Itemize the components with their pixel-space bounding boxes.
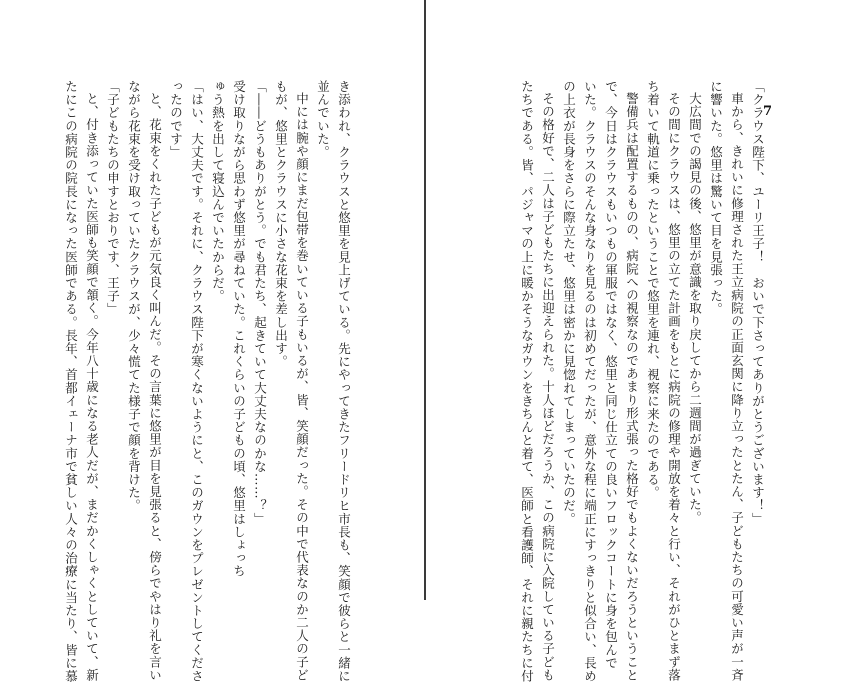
text-line: その間にクラウスは、悠里の立てた計画をもとに病院の修理や開放を着々と行い、それがひとまず落 (666, 92, 682, 682)
text-line: 大広間での謁見の後、悠里が意識を取り戻してから二週間が過ぎていた。 (687, 92, 703, 525)
text-line: と、花束をくれた子どもが元気良く叫んだ。その言葉に悠里が目を見張ると、傍らでやはり礼を言い (147, 92, 163, 682)
text-line: 「子どもたちの申すとおりです、王子」 (105, 80, 121, 316)
text-line: 「クラウス陛下、ユーリ王子！ おいで下さってありがとうございます！」 (750, 80, 766, 526)
text-line: 警備兵は配置するものの、病院への視察なのであまり形式張った格好でもよくないだろうということ (624, 92, 640, 682)
text-line: 並んでいた。 (315, 80, 331, 159)
text-line: たちである。皆、パジャマの上に暖かそうなガウンをきちんと着て、医師と看護師、それに親たちに付 (519, 80, 535, 683)
text-line: いた。クラウスのそんな身なりを見るのは初めてだったが、意外な程に端正にすっきりと似合い、長め (582, 80, 598, 683)
text-line: ち着いて軌道に乗ったということで悠里を連れ、視察に来たのである。 (645, 80, 661, 500)
text-line: で、今日はクラウスもいつもの軍服ではなく、悠里と同じ仕立ての良いフロックコートに身を包んで (603, 80, 619, 670)
text-line: ゅう熱を出して寝込んでいたからだ。 (210, 80, 226, 303)
text-line: 受け取りながら思わず悠里が尋ねていた。これくらいの子どもの頃、悠里はしょっち (231, 80, 247, 578)
text-line: 中には腕や顔にまだ包帯を巻いている子もいるが、皆、笑顔だった。その中で代表なのか二人の子ど (294, 92, 310, 682)
text-line: 「はい、大丈夫です。それに、クラウス陛下が寒くないようにと、このガウンをプレゼントしてくださ (189, 80, 205, 683)
page-number: 7 (763, 104, 773, 119)
text-line: 「――どうもありがとう。でも君たち、起きていて大丈夫なのかな……？」 (252, 80, 268, 526)
text-line: の上衣が長身をさらに際立たせ、悠里は密かに見惚れてしまっていたのだ。 (561, 80, 577, 526)
gutter-divider (424, 0, 426, 600)
text-line: その格好で、二人は子どもたちに出迎えられた。十人ほどだろうか、この病院に入院している子ども (540, 92, 556, 682)
text-line: もが、悠里とクラウスに小さな花束を差し出す。 (273, 80, 289, 369)
text-line: 車から、きれいに修理された王立病院の正面玄関に降り立ったとたん、子どもたちの可愛い声が一斉 (729, 92, 745, 682)
text-line: に響いた。悠里は驚いて目を見張った。 (708, 80, 724, 316)
text-line: き添われ、クラウスと悠里を見上げている。先にやってきたフリードリヒ市長も、笑顔で彼らと一緒に (336, 80, 352, 683)
text-line: ながら花束を受け取っていたクラウスが、少々慌てた様子で顔を背けた。 (126, 80, 142, 513)
text-line: と、付き添っていた医師も笑顔で頷く。今年八十歳になる老人だが、まだかくしゃくとしていて、新 (84, 92, 100, 682)
text-line: たにこの病院の院長になった医師である。長年、首都イェーナ市で貧しい人々の治療に当たり、皆に慕 (63, 80, 79, 683)
text-line: ったのです」 (168, 80, 184, 159)
